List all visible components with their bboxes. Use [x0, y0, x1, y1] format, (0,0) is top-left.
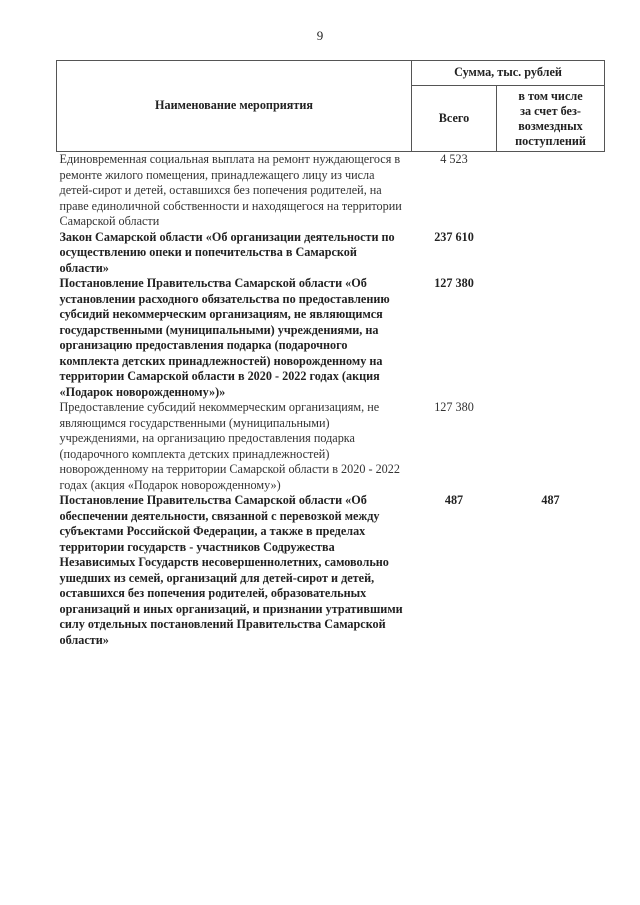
- row-total: 237 610: [434, 229, 474, 244]
- row-name: Постановление Правительства Самарской области «Об обеспечении деятельности, связанной с перевозкой между субъектами Российской Федерации, а также в пределах территории государств - участников Содружества Независимых Государств несовершеннолетних, самовольно ушедших из семей, организаций для детей-сирот и детей, оставшихся без попечения родителей, образовательных организаций и иных организаций, и признании утратившими силу отдельных постановлений Правительства Самарской области»: [59, 493, 403, 647]
- header-free-receipts-column: [497, 86, 605, 152]
- row-free: [497, 230, 605, 277]
- header-sum-column: Сумма, тыс. рублей: [412, 61, 605, 86]
- row-free: [497, 400, 605, 493]
- header-free-line: поступлений: [515, 133, 586, 148]
- header-total-column: Всего: [412, 86, 497, 152]
- row-total: 4 523: [440, 152, 468, 166]
- header-free-line: в том числе: [518, 88, 583, 103]
- row-total: 487: [444, 493, 464, 507]
- header-name-column: Наименование мероприятия: [57, 61, 412, 152]
- row-name: Закон Самарской области «Об организации деятельности по осуществлению опеки и попечительства в Самарской области»: [59, 229, 395, 275]
- row-total: 127 380: [434, 276, 474, 290]
- row-name: Единовременная социальная выплата на ремонт нуждающегося в ремонте жилого помещения, принадлежащего лицу из числа детей-сирот и детей, оставшихся без попечения родителей, на праве единоличной собственности и находящегося на территории Самарской области: [59, 152, 402, 228]
- table-header: [57, 61, 605, 152]
- table-row: [57, 152, 605, 230]
- header-free-line: за счет без-: [520, 103, 581, 118]
- row-free: 487: [541, 493, 560, 507]
- table-row: [57, 230, 605, 277]
- table-row: [57, 493, 605, 648]
- row-free: [497, 276, 605, 400]
- table-body: [57, 152, 605, 649]
- table-row: [57, 400, 605, 493]
- table-row: [57, 276, 605, 400]
- budget-table: [56, 60, 605, 648]
- row-name: Постановление Правительства Самарской области «Об установлении расходного обязательства по предоставлению субсидий некоммерческим организациям, не являющимся государственными (муниципальными) учреждениями, на организацию предоставления подарка (подарочного комплекта детских принадлежностей) новорожденному на территории Самарской области в 2020 - 2022 годах (акция «Подарок новорожденному»)»: [59, 276, 390, 399]
- page-number: 9: [316, 28, 324, 43]
- row-total: 127 380: [434, 400, 474, 414]
- row-name: Предоставление субсидий некоммерческим организациям, не являющимся государственными (муниципальными) учреждениями, на организацию предоставления подарка (подарочного комплекта детских принадлежностей) новорожденному на территории Самарской области в 2020 - 2022 годах (акция «Подарок новорожденному»): [59, 400, 400, 492]
- row-free: [497, 152, 605, 230]
- header-free-line: возмездных: [518, 118, 583, 133]
